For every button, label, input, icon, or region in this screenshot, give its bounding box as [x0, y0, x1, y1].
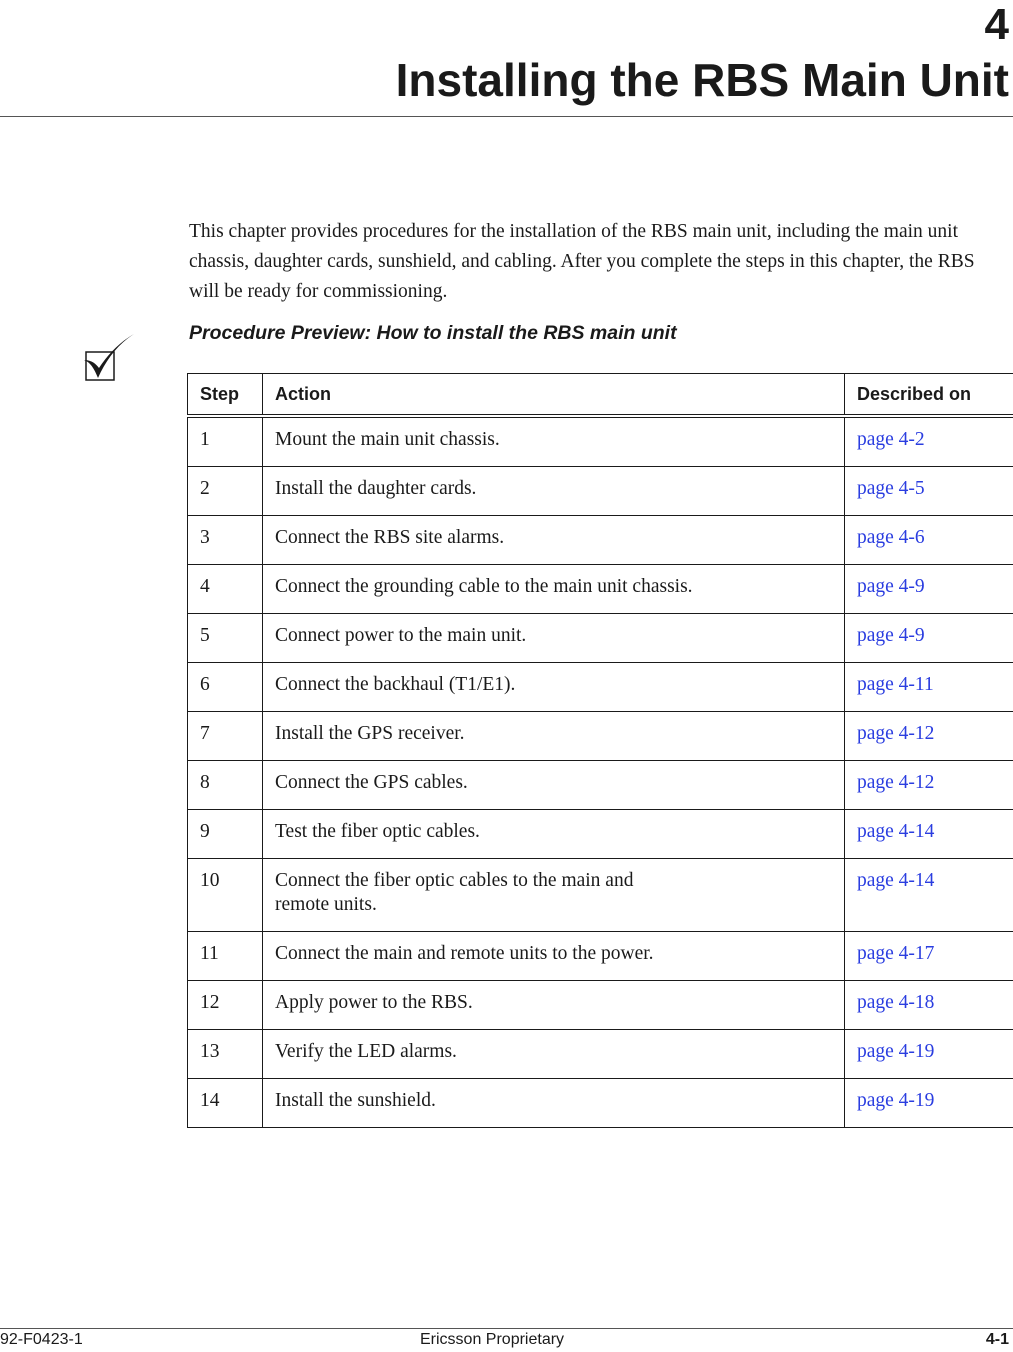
page-link[interactable]: page 4-18 [857, 992, 935, 1013]
table-header-row [188, 374, 1013, 417]
procedure-table [187, 373, 1013, 1128]
page-link[interactable]: page 4-12 [857, 723, 935, 744]
page-link[interactable]: page 4-6 [857, 527, 925, 548]
step-action [263, 859, 845, 932]
column-header-described-on: Described on [845, 374, 1013, 417]
step-action-line: Connect the fiber optic cables to the main and [275, 870, 634, 891]
step-number: 12 [188, 981, 263, 1030]
page-link[interactable]: page 4-9 [857, 576, 925, 597]
page-link[interactable]: page 4-14 [857, 870, 935, 891]
table-row [188, 932, 1013, 981]
page-link[interactable]: page 4-12 [857, 772, 935, 793]
step-number: 7 [188, 712, 263, 761]
step-number: 5 [188, 614, 263, 663]
page-link[interactable]: page 4-14 [857, 821, 935, 842]
page-link[interactable]: page 4-9 [857, 625, 925, 646]
page-link[interactable]: page 4-17 [857, 943, 935, 964]
step-action-line: remote units. [275, 894, 377, 915]
step-action: Connect power to the main unit. [263, 614, 845, 663]
step-action: Apply power to the RBS. [263, 981, 845, 1030]
title-divider [0, 116, 1013, 117]
step-action: Connect the RBS site alarms. [263, 516, 845, 565]
step-action: Install the sunshield. [263, 1079, 845, 1128]
column-header-action: Action [263, 374, 845, 417]
step-action: Verify the LED alarms. [263, 1030, 845, 1079]
step-action: Install the daughter cards. [263, 467, 845, 516]
footer-divider [0, 1328, 1013, 1329]
page-link[interactable]: page 4-2 [857, 429, 925, 450]
table-row [188, 516, 1013, 565]
footer-proprietary: Ericsson Proprietary [420, 1331, 565, 1348]
step-action: Test the fiber optic cables. [263, 810, 845, 859]
table-row [188, 810, 1013, 859]
step-number: 1 [188, 416, 263, 467]
step-number: 8 [188, 761, 263, 810]
table-row [188, 565, 1013, 614]
table-row [188, 416, 1013, 467]
column-header-step: Step [188, 374, 263, 417]
table-row [188, 859, 1013, 932]
step-action: Connect the grounding cable to the main unit chassis. [263, 565, 845, 614]
step-number: 2 [188, 467, 263, 516]
step-number: 3 [188, 516, 263, 565]
intro-paragraph: This chapter provides procedures for the installation of the RBS main unit, including the main unit chassis, daughter cards, sunshield, and cabling. After you complete the steps in this chapter, the RBS will be ready for commissioning. [189, 221, 975, 302]
step-number: 4 [188, 565, 263, 614]
chapter-number: 4 [984, 0, 1009, 49]
step-number: 6 [188, 663, 263, 712]
step-action: Connect the GPS cables. [263, 761, 845, 810]
step-action: Connect the main and remote units to the power. [263, 932, 845, 981]
page-link[interactable]: page 4-19 [857, 1090, 935, 1111]
procedure-heading: Procedure Preview: How to install the RBS main unit [189, 322, 677, 344]
chapter-title: Installing the RBS Main Unit [395, 54, 1009, 106]
table-row [188, 981, 1013, 1030]
footer-page-number: 4-1 [985, 1331, 1009, 1348]
page-link[interactable]: page 4-5 [857, 478, 925, 499]
table-row [188, 1079, 1013, 1128]
step-action: Mount the main unit chassis. [263, 416, 845, 467]
step-number: 14 [188, 1079, 263, 1128]
table-row [188, 761, 1013, 810]
step-number: 13 [188, 1030, 263, 1079]
step-number: 9 [188, 810, 263, 859]
step-action: Connect the backhaul (T1/E1). [263, 663, 845, 712]
table-row [188, 614, 1013, 663]
page-link[interactable]: page 4-19 [857, 1041, 935, 1062]
table-row [188, 663, 1013, 712]
step-action: Install the GPS receiver. [263, 712, 845, 761]
footer-doc-number: 92-F0423-1 [0, 1331, 83, 1348]
step-number: 10 [188, 859, 263, 932]
table-row [188, 467, 1013, 516]
table-row [188, 1030, 1013, 1079]
step-number: 11 [188, 932, 263, 981]
checkmark-icon [80, 330, 136, 384]
page-link[interactable]: page 4-11 [857, 674, 934, 695]
table-row [188, 712, 1013, 761]
